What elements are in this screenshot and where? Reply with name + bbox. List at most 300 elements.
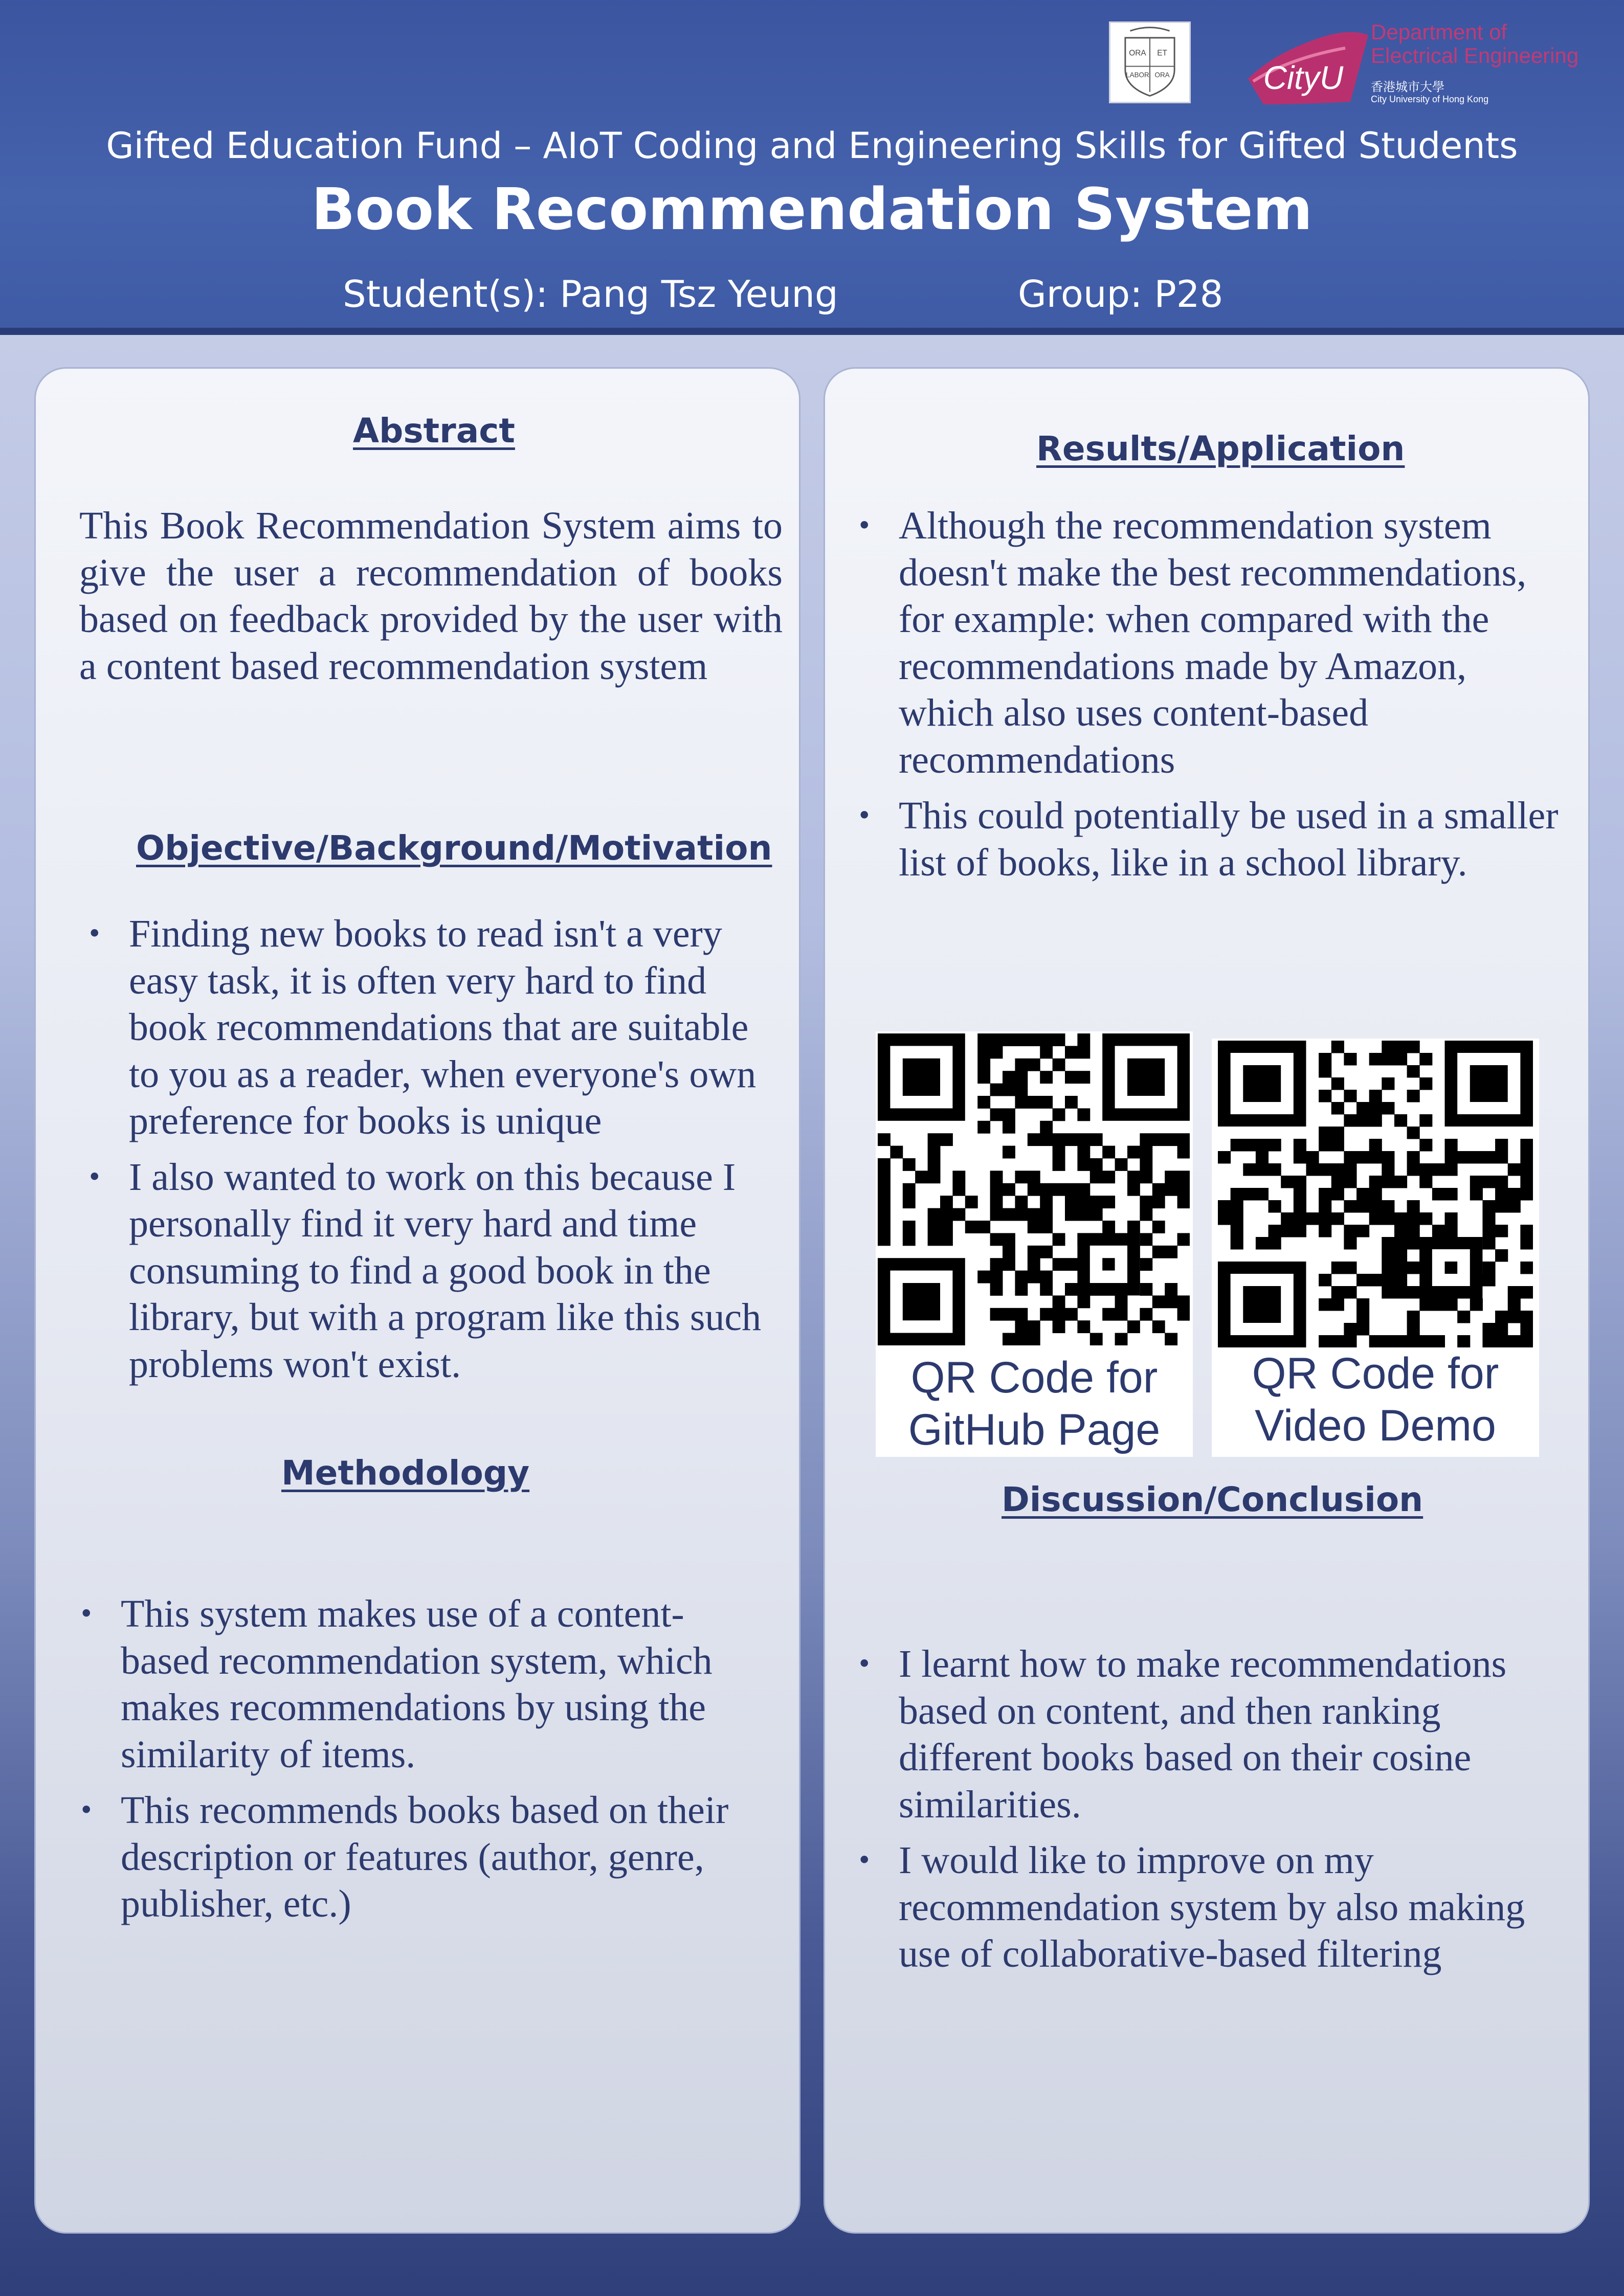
qr-module — [965, 1196, 978, 1208]
qr-module — [1394, 1041, 1407, 1053]
qr-module — [1077, 1133, 1090, 1146]
qr-module — [1407, 1090, 1420, 1102]
qr-module — [1065, 1046, 1078, 1059]
qr-module — [928, 1233, 941, 1246]
qr-module — [1495, 1225, 1508, 1237]
qr-module — [915, 1170, 928, 1183]
qr-module — [928, 1158, 941, 1171]
qr-module — [1356, 1225, 1369, 1237]
qr-module — [1003, 1108, 1015, 1121]
qr-module — [1419, 1114, 1432, 1127]
qr-module — [1407, 1262, 1420, 1274]
qr-module — [1294, 1176, 1306, 1188]
qr-module — [1077, 1208, 1090, 1221]
qr-module — [1344, 1286, 1356, 1298]
qr-module — [1344, 1090, 1356, 1102]
qr-module — [1040, 1133, 1053, 1146]
methodology-bullet: • This system makes use of a content-based recommendation system, which makes recommendations by using the similarity of items. — [75, 1591, 770, 1778]
qr-module — [1495, 1249, 1508, 1262]
qr-module — [1294, 1212, 1306, 1225]
qr-module — [1306, 1212, 1319, 1225]
qr-module — [1394, 1274, 1407, 1286]
qr-module — [1077, 1108, 1090, 1121]
qr-module — [1331, 1212, 1344, 1225]
qr-module — [977, 1271, 990, 1284]
qr-module — [1407, 1065, 1420, 1077]
objective-heading: Objective/Background/Motivation — [136, 828, 772, 868]
qr-module — [878, 1133, 891, 1146]
qr-module — [890, 1146, 903, 1159]
qr-module — [1077, 1320, 1090, 1333]
group-id: Group: P28 — [1018, 273, 1223, 316]
qr-module — [1508, 1298, 1521, 1311]
qr-module — [1369, 1139, 1382, 1151]
qr-module — [1495, 1151, 1508, 1163]
qr-module — [990, 1233, 1003, 1246]
left-panel — [34, 367, 800, 2234]
qr-module — [1294, 1188, 1306, 1200]
qr-module — [1495, 1139, 1508, 1151]
qr-module — [1495, 1335, 1508, 1347]
qr-module — [1394, 1249, 1407, 1262]
qr-module — [1281, 1176, 1294, 1188]
qr-module — [1520, 1151, 1533, 1163]
qr-module — [1482, 1151, 1495, 1163]
qr-module — [1294, 1200, 1306, 1212]
qr-module — [1140, 1283, 1152, 1296]
qr-module — [1394, 1225, 1407, 1237]
qr-module — [1152, 1221, 1165, 1233]
qr-module — [1028, 1258, 1040, 1271]
qr-module — [1015, 1333, 1028, 1345]
qr-module — [928, 1146, 941, 1159]
qr-module — [1015, 1271, 1028, 1284]
qr-module — [1356, 1114, 1369, 1127]
qr-module — [1407, 1323, 1420, 1335]
qr-module — [1520, 1311, 1533, 1323]
qr-module — [1369, 1151, 1382, 1163]
objective-bullet: • I also wanted to work on this because I personally find it very hard and time consuming to find a good book in the library, but with a program like this such problems won't exist. — [83, 1154, 778, 1388]
qr-module — [1331, 1188, 1344, 1200]
qr-module — [1520, 1188, 1533, 1200]
qr-module — [940, 1233, 953, 1246]
qr-module — [878, 1233, 891, 1246]
qr-module — [1053, 1059, 1065, 1071]
qr-module — [1482, 1274, 1495, 1286]
qr-module — [1382, 1262, 1394, 1274]
qr-module — [1077, 1046, 1090, 1059]
qr-module — [1256, 1237, 1269, 1249]
university-chinese-name: 香港城市大學 — [1371, 80, 1444, 94]
university-english-name: City University of Hong Kong — [1371, 94, 1489, 104]
qr-module — [1369, 1053, 1382, 1065]
qr-module — [1040, 1221, 1053, 1233]
qr-module — [1356, 1200, 1369, 1212]
qr-module — [1294, 1225, 1306, 1237]
qr-module — [1003, 1258, 1015, 1271]
qr-module — [1419, 1298, 1432, 1311]
qr-module — [1053, 1308, 1065, 1321]
qr-module — [1231, 1200, 1243, 1212]
qr-module — [1382, 1041, 1394, 1053]
qr-module — [1077, 1158, 1090, 1171]
qr-module — [1319, 1212, 1331, 1225]
qr-module — [1065, 1308, 1078, 1321]
qr-module — [1319, 1225, 1331, 1237]
qr-module — [1319, 1053, 1331, 1065]
qr-module — [1369, 1212, 1382, 1225]
qr-module — [1077, 1146, 1090, 1159]
qr-module — [1520, 1262, 1533, 1274]
qr-github-label — [876, 1352, 1193, 1456]
qr-module — [1177, 1183, 1190, 1196]
qr-module — [1065, 1096, 1078, 1109]
qr-module — [990, 1183, 1003, 1196]
qr-module — [1040, 1271, 1053, 1284]
qr-module — [1482, 1323, 1495, 1335]
qr-module — [1065, 1196, 1078, 1208]
qr-module — [1407, 1127, 1420, 1139]
qr-module — [1003, 1071, 1015, 1084]
qr-module — [1457, 1335, 1470, 1347]
qr-module — [1432, 1298, 1445, 1311]
qr-module — [1040, 1033, 1053, 1046]
github-qr-code[interactable] — [878, 1033, 1190, 1345]
qr-module — [1231, 1139, 1243, 1151]
qr-module — [1382, 1212, 1394, 1225]
qr-module — [1419, 1163, 1432, 1176]
qr-module — [1356, 1151, 1369, 1163]
qr-module — [1090, 1333, 1103, 1345]
objective-list — [83, 911, 778, 1397]
qr-module — [1077, 1033, 1090, 1046]
qr-module — [1432, 1163, 1445, 1176]
qr-card-video — [1212, 1039, 1539, 1457]
qr-module — [1445, 1262, 1458, 1274]
qr-module — [1102, 1146, 1115, 1159]
cityu-wordmark: CityU — [1263, 59, 1344, 96]
qr-module — [965, 1221, 978, 1233]
qr-module — [1508, 1163, 1521, 1176]
seal-word-4: ORA — [1154, 71, 1170, 79]
qr-module — [1294, 1139, 1306, 1151]
qr-module — [1419, 1176, 1432, 1188]
qr-module — [1165, 1295, 1177, 1308]
qr-module — [1140, 1308, 1152, 1321]
qr-module — [1040, 1196, 1053, 1208]
qr-module — [1508, 1335, 1521, 1347]
qr-module — [1003, 1233, 1015, 1246]
qr-module — [1520, 1163, 1533, 1176]
qr-module — [1028, 1221, 1040, 1233]
qr-module — [1445, 1298, 1458, 1311]
qr-module — [1331, 1335, 1344, 1347]
qr-module — [990, 1196, 1003, 1208]
qr-module — [952, 1183, 965, 1196]
qr-module — [1394, 1286, 1407, 1298]
qr-module — [1040, 1308, 1053, 1321]
qr-module — [1356, 1274, 1369, 1286]
qr-module — [990, 1108, 1003, 1121]
video-qr-code[interactable] — [1218, 1041, 1533, 1347]
qr-module — [1369, 1200, 1382, 1212]
qr-module — [1243, 1188, 1256, 1200]
qr-module — [990, 1283, 1003, 1296]
qr-module — [1520, 1139, 1533, 1151]
qr-module — [1419, 1053, 1432, 1065]
qr-module — [1331, 1262, 1344, 1274]
qr-module — [1003, 1146, 1015, 1159]
qr-module — [1015, 1320, 1028, 1333]
qr-module — [1040, 1208, 1053, 1221]
qr-module — [1243, 1065, 1281, 1102]
qr-module — [1140, 1158, 1152, 1171]
qr-github-label-line2: GitHub Page — [908, 1405, 1161, 1454]
qr-module — [1015, 1096, 1028, 1109]
qr-module — [1520, 1335, 1533, 1347]
qr-module — [1356, 1311, 1369, 1323]
qr-module — [1053, 1146, 1065, 1159]
qr-module — [1065, 1258, 1078, 1271]
qr-module — [1344, 1151, 1356, 1163]
qr-module — [1269, 1163, 1281, 1176]
qr-module — [1382, 1151, 1394, 1163]
qr-module — [878, 1196, 891, 1208]
qr-module — [1495, 1323, 1508, 1335]
qr-module — [1520, 1225, 1533, 1237]
qr-module — [1407, 1237, 1420, 1249]
department-name — [1371, 20, 1578, 67]
qr-module — [1003, 1208, 1015, 1221]
department-line-2: Electrical Engineering — [1371, 43, 1579, 67]
qr-module — [1053, 1033, 1065, 1046]
qr-module — [1369, 1176, 1382, 1188]
qr-module — [903, 1221, 916, 1233]
qr-module — [1344, 1237, 1356, 1249]
qr-module — [1319, 1065, 1331, 1077]
qr-module — [1495, 1200, 1508, 1212]
qr-module — [1344, 1335, 1356, 1347]
qr-module — [1294, 1151, 1306, 1163]
qr-module — [1090, 1133, 1103, 1146]
qr-module — [1065, 1208, 1078, 1221]
department-line-1: Department of — [1371, 20, 1507, 44]
qr-module — [1382, 1274, 1394, 1286]
qr-module — [1382, 1286, 1394, 1298]
qr-module — [1015, 1170, 1028, 1183]
qr-module — [1331, 1041, 1344, 1053]
qr-module — [1028, 1246, 1040, 1258]
qr-module — [1165, 1170, 1177, 1183]
qr-module — [1003, 1033, 1015, 1046]
qr-module — [1053, 1295, 1065, 1308]
qr-module — [1482, 1335, 1495, 1347]
qr-module — [1256, 1139, 1269, 1151]
discussion-heading: Discussion/Conclusion — [1002, 1480, 1423, 1519]
qr-module — [1102, 1196, 1115, 1208]
qr-module — [1319, 1200, 1331, 1212]
poster-title: Book Recommendation System — [311, 176, 1313, 243]
qr-module — [1407, 1335, 1420, 1347]
qr-module — [1015, 1308, 1028, 1321]
qr-module — [1331, 1163, 1344, 1176]
qr-module — [1165, 1283, 1177, 1296]
qr-module — [1508, 1311, 1521, 1323]
qr-module — [1177, 1146, 1190, 1159]
qr-module — [1028, 1096, 1040, 1109]
qr-module — [1053, 1133, 1065, 1146]
qr-module — [977, 1033, 990, 1046]
qr-module — [1102, 1170, 1115, 1183]
qr-module — [1115, 1333, 1128, 1345]
seal-word-3: LABOR — [1126, 71, 1149, 79]
qr-module — [1331, 1127, 1344, 1139]
qr-module — [1090, 1208, 1103, 1221]
qr-module — [878, 1183, 891, 1196]
qr-module — [1407, 1212, 1420, 1225]
qr-module — [1319, 1188, 1331, 1200]
qr-module — [940, 1208, 953, 1221]
qr-module — [903, 1183, 916, 1196]
qr-module — [1394, 1335, 1407, 1347]
qr-module — [1445, 1225, 1458, 1237]
qr-module — [1407, 1041, 1420, 1053]
qr-module — [1152, 1246, 1165, 1258]
qr-module — [1281, 1225, 1294, 1237]
qr-module — [1040, 1121, 1053, 1134]
qr-module — [1382, 1053, 1394, 1065]
qr-module — [1102, 1308, 1115, 1321]
qr-module — [990, 1208, 1003, 1221]
qr-module — [1482, 1200, 1495, 1212]
qr-module — [990, 1170, 1003, 1183]
qr-module — [977, 1071, 990, 1084]
results-bullet: • This could potentially be used in a smaller list of books, like in a school library. — [853, 793, 1564, 886]
qr-module — [1432, 1335, 1445, 1347]
qr-module — [1140, 1258, 1152, 1271]
qr-module — [1090, 1170, 1103, 1183]
qr-module — [1281, 1212, 1294, 1225]
qr-module — [1394, 1262, 1407, 1274]
results-list — [853, 503, 1564, 895]
qr-module — [1394, 1114, 1407, 1127]
qr-module — [1077, 1071, 1090, 1084]
qr-module — [977, 1096, 990, 1109]
qr-module — [1331, 1286, 1344, 1298]
qr-module — [1218, 1212, 1231, 1225]
qr-module — [1470, 1151, 1483, 1163]
qr-module — [1470, 1298, 1483, 1311]
qr-module — [940, 1221, 953, 1233]
abstract-text: This Book Recommendation System aims to give the user a recommendation of books based on feedback provided by the user with a content based recommendation system — [79, 504, 783, 688]
qr-module — [1369, 1090, 1382, 1102]
qr-module — [1495, 1311, 1508, 1323]
qr-module — [1127, 1059, 1165, 1096]
qr-module — [1053, 1258, 1065, 1271]
qr-module — [1369, 1114, 1382, 1127]
qr-module — [1356, 1102, 1369, 1114]
qr-module — [1445, 1139, 1458, 1151]
qr-module — [1482, 1262, 1495, 1274]
qr-module — [1344, 1053, 1356, 1065]
qr-module — [1407, 1151, 1420, 1163]
qr-module — [1115, 1295, 1128, 1308]
qr-module — [1419, 1212, 1432, 1225]
qr-module — [903, 1158, 916, 1171]
qr-module — [1053, 1158, 1065, 1171]
qr-module — [1482, 1212, 1495, 1225]
methodology-heading: Methodology — [281, 1453, 530, 1493]
qr-module — [1127, 1146, 1140, 1159]
qr-module — [1152, 1183, 1165, 1196]
qr-module — [1077, 1295, 1090, 1308]
qr-module — [1140, 1146, 1152, 1159]
qr-module — [878, 1170, 891, 1183]
qr-module — [1152, 1196, 1165, 1208]
qr-module — [1382, 1163, 1394, 1176]
qr-module — [1394, 1212, 1407, 1225]
qr-module — [1432, 1188, 1445, 1200]
qr-module — [1306, 1163, 1319, 1176]
qr-module — [1344, 1200, 1356, 1212]
qr-module — [1470, 1188, 1483, 1200]
qr-module — [1356, 1298, 1369, 1311]
qr-module — [1065, 1183, 1078, 1196]
qr-module — [1269, 1225, 1281, 1237]
qr-module — [1140, 1170, 1152, 1183]
qr-module — [1369, 1274, 1382, 1286]
methodology-list — [75, 1591, 770, 1937]
qr-module — [990, 1308, 1003, 1321]
university-seal-logo — [1109, 21, 1191, 103]
qr-module — [1394, 1237, 1407, 1249]
qr-module — [1319, 1163, 1331, 1176]
discussion-bullet: • I would like to improve on my recommendation system by also making use of collaborative-based filtering — [853, 1837, 1564, 1978]
qr-module — [1040, 1246, 1053, 1258]
qr-module — [1243, 1139, 1256, 1151]
qr-module — [1344, 1225, 1356, 1237]
qr-module — [1508, 1188, 1521, 1200]
qr-module — [1382, 1176, 1394, 1188]
qr-module — [878, 1221, 891, 1233]
qr-module — [1003, 1246, 1015, 1258]
qr-module — [1040, 1071, 1053, 1084]
qr-module — [1065, 1283, 1078, 1296]
qr-module — [1065, 1133, 1078, 1146]
right-panel — [824, 367, 1590, 2234]
qr-module — [1382, 1335, 1394, 1347]
qr-module — [1040, 1183, 1053, 1196]
qr-module — [1432, 1225, 1445, 1237]
qr-module — [1028, 1059, 1040, 1071]
qr-module — [1003, 1183, 1015, 1196]
qr-module — [903, 1233, 916, 1246]
qr-module — [1127, 1320, 1140, 1333]
qr-module — [1382, 1200, 1394, 1212]
qr-module — [1015, 1283, 1028, 1296]
seal-word-2: ET — [1157, 49, 1167, 58]
qr-module — [1470, 1065, 1508, 1102]
qr-module — [1331, 1102, 1344, 1114]
qr-module — [1028, 1320, 1040, 1333]
qr-module — [1177, 1170, 1190, 1183]
qr-module — [977, 1221, 990, 1233]
qr-module — [1102, 1221, 1115, 1233]
qr-card-github — [876, 1031, 1193, 1457]
poster-header — [0, 0, 1624, 335]
qr-module — [1152, 1295, 1165, 1308]
qr-module — [1053, 1320, 1065, 1333]
